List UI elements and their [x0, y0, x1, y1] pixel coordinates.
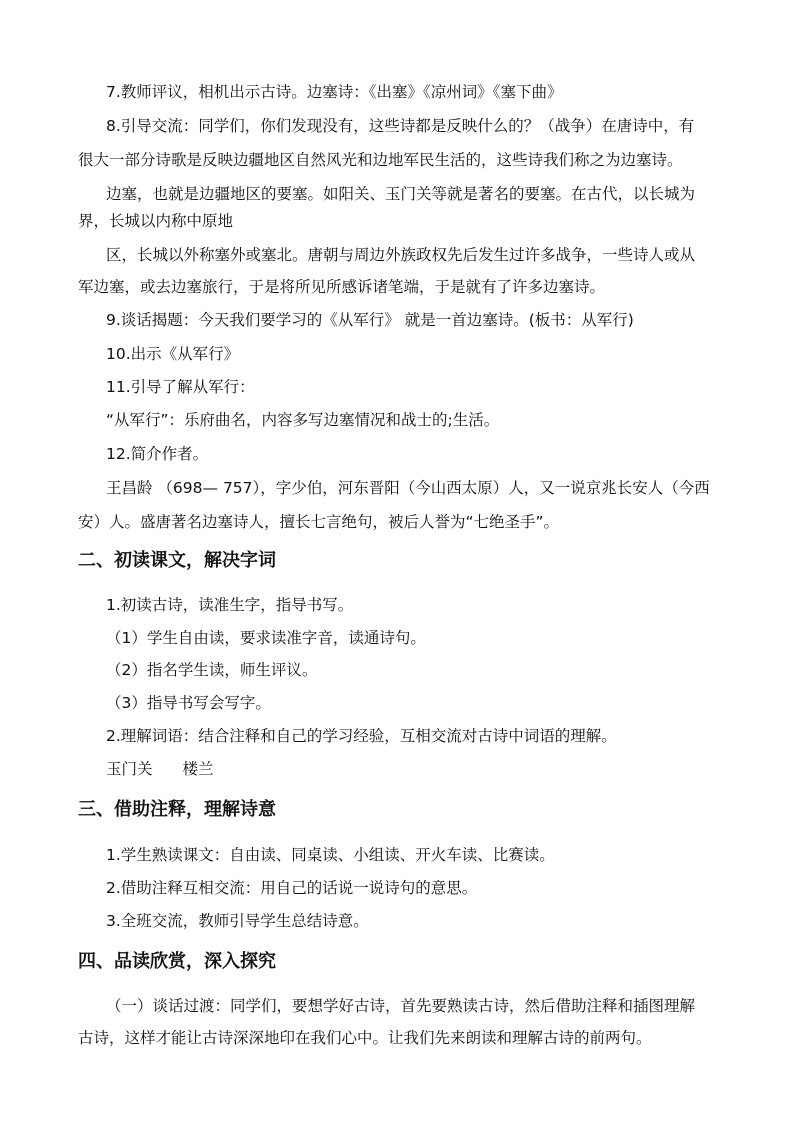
paragraph-7: 7.教师评议，相机出示古诗。边塞诗：《出塞》《凉州词》《塞下曲》 [106, 83, 563, 101]
vocab-word-1: 玉门关 [106, 760, 153, 778]
paragraph-11: 11.引导了解从军行： [106, 378, 255, 396]
section2-item-1: 1.初读古诗，读准生字，指导书写。 [106, 596, 354, 614]
section4-paragraph-line2: 古诗，这样才能让古诗深深地印在我们心中。让我们先来朗读和理解古诗的前两句。 [78, 1029, 652, 1047]
section2-subitem-3: （3）指导书写会写字。 [106, 694, 271, 712]
border-paragraph-line4: 军边塞，或去边塞旅行，于是将所见所感诉诸笔端，于是就有了许多边塞诗。 [78, 278, 606, 296]
border-paragraph-line2: 界，长城以内称中原地 [78, 212, 234, 230]
section-heading-3: 三、借助注释，理解诗意 [78, 799, 276, 820]
section2-subitem-1: （1）学生自由读，要求读准字音，读通诗句。 [106, 629, 426, 647]
author-line2: 安）人。盛唐著名边塞诗人，擅长七言绝句，被后人誉为“七绝圣手”。 [78, 513, 560, 531]
paragraph-8-line1: 8.引导交流：同学们，你们发现没有，这些诗都是反映什么的？（战争）在唐诗中，有 [106, 117, 695, 135]
paragraph-10: 10.出示《从军行》 [106, 345, 240, 363]
section2-item-2: 2.理解词语：结合注释和自己的学习经验，互相交流对古诗中词语的理解。 [106, 727, 617, 745]
vocabulary-words [106, 759, 214, 779]
section3-item-2: 2.借助注释互相交流：用自己的话说一说诗句的意思。 [106, 879, 478, 897]
paragraph-12: 12.简介作者。 [106, 445, 209, 463]
section-heading-4: 四、品读欣赏，深入探究 [78, 951, 276, 972]
paragraph-8-line2: 很大一部分诗歌是反映边疆地区自然风光和边地军民生活的，这些诗我们称之为边塞诗。 [78, 151, 683, 169]
border-paragraph-line1: 边塞，也就是边疆地区的要塞。如阳关、玉门关等就是著名的要塞。在古代，以长城为 [106, 185, 696, 203]
section-heading-2: 二、初读课文，解决字词 [78, 550, 276, 571]
section4-paragraph-line1: （一）谈话过渡：同学们，要想学好古诗，首先要熟读古诗，然后借助注释和插图理解 [106, 997, 696, 1015]
section3-item-3: 3.全班交流，教师引导学生总结诗意。 [106, 912, 369, 930]
paragraph-11-detail: “从军行”：乐府曲名，内容多写边塞情况和战士的;生活。 [106, 411, 500, 429]
section3-item-1: 1.学生熟读课文：自由读、同桌读、小组读、开火车读、比赛读。 [106, 846, 555, 864]
paragraph-9: 9.谈话揭题：今天我们要学习的《从军行》 就是一首边塞诗。(板书：从军行) [106, 311, 634, 329]
vocab-word-2: 楼兰 [182, 760, 214, 778]
section2-subitem-2: （2）指名学生读，师生评议。 [106, 661, 318, 679]
border-paragraph-line3: 区，长城以外称塞外或塞北。唐朝与周边外族政权先后发生过许多战争，一些诗人或从 [106, 246, 696, 264]
author-line1: 王昌龄 （698— 757），字少伯，河东晋阳（今山西太原）人，又一说京兆长安人（今西 [106, 479, 710, 497]
